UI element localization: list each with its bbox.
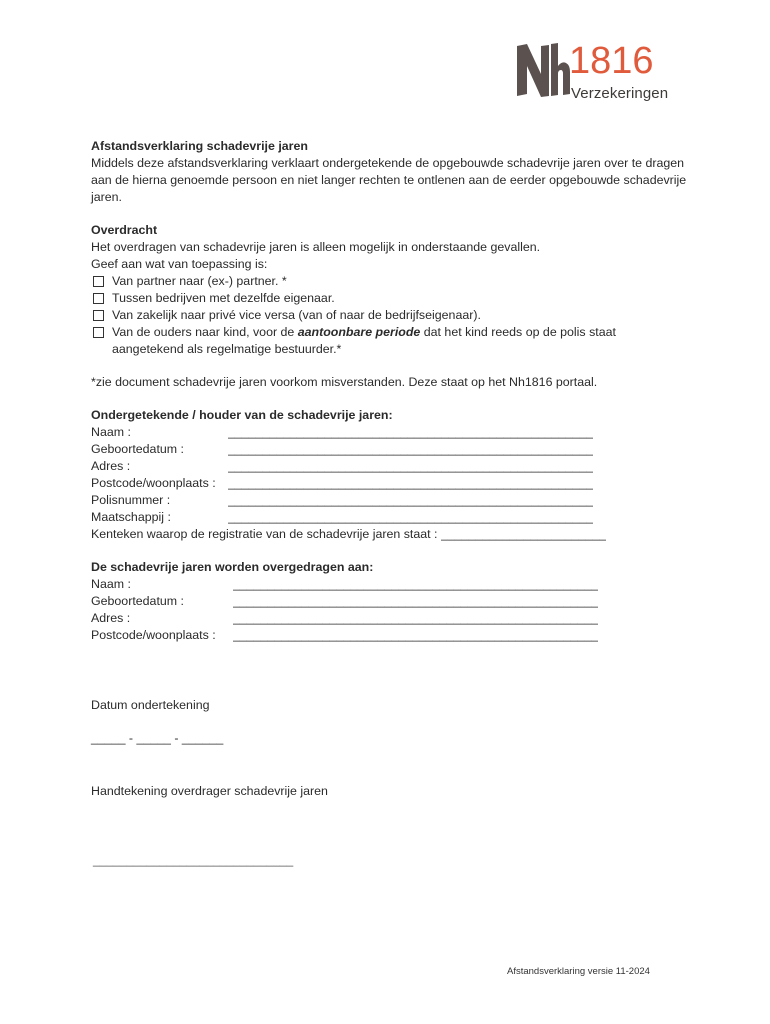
field-label: Postcode/woonplaats : [91, 476, 216, 490]
transfer-line-1: Het overdragen van schadevrije jaren is alleen mogelijk in onderstaande gevallen. [91, 240, 541, 254]
holder-adres-field[interactable] [91, 458, 691, 475]
recipient-heading: De schadevrije jaren worden overgedragen aan: [91, 560, 374, 574]
holder-postcode-field[interactable] [91, 475, 691, 492]
field-label: Adres : [91, 611, 131, 625]
field-label: Adres : [91, 459, 131, 473]
form-title: Afstandsverklaring schadevrije jaren [91, 139, 308, 153]
signature-line[interactable]: ______________________________ [93, 853, 294, 867]
logo-number: 1816 [569, 40, 654, 82]
field-line[interactable]: _____________________________________________________ [233, 577, 599, 591]
option-label: Tussen bedrijven met dezelfde eigenaar. [112, 291, 335, 305]
footnote: *zie document schadevrije jaren voorkom misverstanden. Deze staat op het Nh1816 portaal. [91, 375, 598, 389]
field-label: Geboortedatum : [91, 594, 184, 608]
option-partner[interactable] [91, 273, 691, 290]
option-label: Van de ouders naar kind, voor de aantoonbare periode dat het kind reeds op de polis staat aangetekend als regelmatige bestuurder.* [112, 325, 616, 356]
field-line[interactable]: ________________________ [440, 527, 607, 541]
field-line[interactable]: _____________________________________________________ [228, 442, 594, 456]
field-label: Naam : [91, 577, 131, 591]
field-label: Geboortedatum : [91, 442, 184, 456]
field-line[interactable]: _____________________________________________________ [228, 493, 594, 507]
option-label: Van partner naar (ex-) partner. * [112, 274, 287, 288]
holder-maatschappij-field[interactable] [91, 509, 691, 526]
field-line[interactable]: _____________________________________________________ [228, 510, 594, 524]
option-zakelijk-prive[interactable] [91, 307, 691, 324]
recipient-adres-field[interactable] [91, 610, 691, 627]
option-bedrijven[interactable] [91, 290, 691, 307]
checkbox[interactable] [93, 310, 104, 321]
recipient-naam-field[interactable] [91, 576, 691, 593]
holder-heading: Ondergetekende / houder van de schadevrije jaren: [91, 408, 393, 422]
signature-label: Handtekening overdrager schadevrije jaren [91, 784, 328, 798]
field-line[interactable]: _____________________________________________________ [228, 476, 594, 490]
field-label: Kenteken waarop de registratie van de schadevrije jaren staat : [91, 527, 438, 541]
field-line[interactable]: _____________________________________________________ [233, 611, 599, 625]
field-label: Maatschappij : [91, 510, 171, 524]
transfer-heading: Overdracht [91, 223, 158, 237]
nh1816-logo [515, 40, 680, 106]
recipient-geboortedatum-field[interactable] [91, 593, 691, 610]
holder-kenteken-field[interactable] [91, 526, 691, 543]
date-line[interactable]: _____ - _____ - ______ [91, 731, 224, 745]
holder-naam-field[interactable] [91, 424, 691, 441]
form-content [91, 138, 691, 800]
checkbox[interactable] [93, 293, 104, 304]
field-label: Postcode/woonplaats : [91, 628, 216, 642]
field-line[interactable]: _____________________________________________________ [228, 459, 594, 473]
footer-version: Afstandsverklaring versie 11-2024 [507, 966, 650, 977]
transfer-line-2: Geef aan wat van toepassing is: [91, 257, 268, 271]
holder-geboortedatum-field[interactable] [91, 441, 691, 458]
date-label: Datum ondertekening [91, 698, 210, 712]
field-label: Polisnummer : [91, 493, 171, 507]
emphasis-text: aantoonbare periode [297, 325, 421, 339]
checkbox[interactable] [93, 276, 104, 287]
option-label: Van zakelijk naar privé vice versa (van of naar de bedrijfseigenaar). [112, 308, 481, 322]
recipient-postcode-field[interactable] [91, 627, 691, 644]
field-line[interactable]: _____________________________________________________ [228, 425, 594, 439]
field-line[interactable]: _____________________________________________________ [233, 628, 599, 642]
holder-polisnummer-field[interactable] [91, 492, 691, 509]
field-label: Naam : [91, 425, 131, 439]
nh-logo-mark [515, 40, 570, 98]
checkbox[interactable] [93, 327, 104, 338]
intro-text: Middels deze afstandsverklaring verklaart ondergetekende de opgebouwde schadevrije jaren over te dragen aan de hierna genoemde persoon en niet langer rechten te ontlenen aan de eerder opgebouwde schadevrije jaren. [91, 156, 687, 204]
field-line[interactable]: _____________________________________________________ [233, 594, 599, 608]
option-ouders-kind[interactable] [91, 324, 691, 358]
logo-subtitle: Verzekeringen [571, 85, 669, 102]
